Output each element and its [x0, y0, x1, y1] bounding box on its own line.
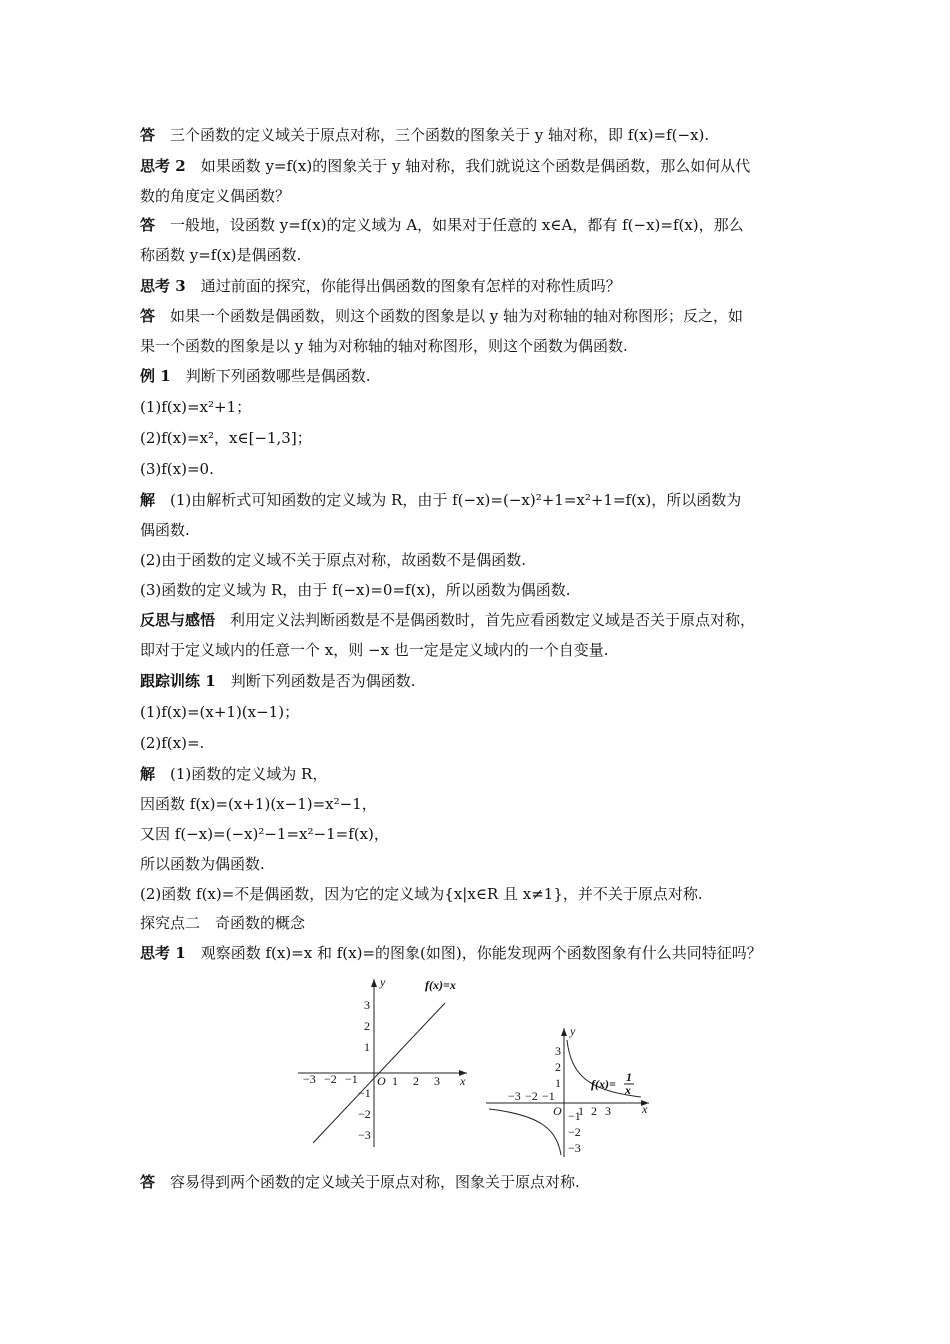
text-line — [140, 671, 415, 691]
text-line — [140, 913, 305, 933]
x-axis-label: x — [642, 1102, 648, 1116]
line-text: 判断下列函数哪些是偶函数. — [185, 367, 371, 385]
line-lead: 答 — [140, 126, 156, 144]
line-lead: 答 — [140, 307, 156, 325]
curve-left-branch — [489, 1109, 561, 1155]
x-tick: −3 — [303, 1072, 316, 1086]
graph-identity — [295, 975, 475, 1150]
text-line — [140, 397, 251, 417]
y-tick: −3 — [568, 1141, 581, 1155]
y-tick: −2 — [358, 1107, 371, 1121]
text-line — [140, 943, 762, 963]
text-line — [140, 428, 312, 448]
y-tick: 3 — [364, 998, 370, 1012]
y-tick: −1 — [358, 1086, 371, 1100]
graph-reciprocal — [483, 1025, 658, 1160]
line-text: (3)f(x)=0. — [140, 460, 214, 478]
y-tick: −2 — [568, 1125, 581, 1139]
text-line — [140, 459, 214, 479]
text-line — [140, 550, 526, 570]
y-axis-arrow — [561, 1028, 567, 1036]
text-line — [140, 1172, 580, 1192]
y-tick: 2 — [364, 1019, 370, 1033]
text-line — [140, 336, 628, 356]
x-tick: −2 — [525, 1089, 538, 1103]
x-tick: 2 — [413, 1074, 419, 1088]
y-tick: 2 — [555, 1060, 561, 1074]
text-line — [140, 733, 204, 753]
line-text: (2)由于函数的定义域不关于原点对称，故函数不是偶函数. — [140, 551, 527, 569]
line-text: 数的角度定义偶函数？ — [140, 187, 291, 205]
text-line — [140, 186, 290, 206]
function-label: f(x)=x — [425, 978, 456, 992]
line-text: (2)函数 f(x)=不是偶函数，因为它的定义域为{x|x∈R 且 x≠1}，并不关于原点对称. — [140, 885, 703, 903]
line-text: (1)f(x)=x²+1； — [140, 398, 252, 416]
line-text: 因函数 f(x)=(x+1)(x−1)=x²−1， — [140, 795, 377, 813]
line-lead: 思考 3 — [140, 277, 186, 295]
x-tick: 2 — [591, 1104, 597, 1118]
line-text: 所以函数为偶函数. — [140, 855, 265, 873]
y-tick: −1 — [568, 1109, 581, 1123]
text-line — [140, 824, 389, 844]
text-line — [140, 520, 190, 540]
line-text: 即对于定义域内的任意一个 x，则 −x 也一定是定义域内的一个自变量. — [140, 641, 609, 659]
line-lead: 答 — [140, 216, 156, 234]
line-text: 又因 f(−x)=(−x)²−1=x²−1=f(x)， — [140, 825, 389, 843]
x-tick: 1 — [578, 1104, 584, 1118]
line-lead: 跟踪训练 1 — [140, 672, 216, 690]
line-text: (3)函数的定义域为 R，由于 f(−x)=0=f(x)，所以函数为偶函数. — [140, 581, 571, 599]
text-line — [140, 215, 744, 235]
line-text: 观察函数 f(x)=x 和 f(x)=的图象(如图)，你能发现两个函数图象有什么共同特征吗？ — [200, 944, 762, 962]
line-text: (1)函数的定义域为 R， — [170, 765, 328, 783]
x-tick: 1 — [392, 1074, 398, 1088]
x-tick: −3 — [508, 1089, 521, 1103]
text-line — [140, 156, 750, 176]
line-text: 果一个函数的图象是以 y 轴为对称轴的轴对称图形，则这个函数为偶函数. — [140, 337, 628, 355]
y-axis-arrow — [371, 979, 377, 987]
x-tick: −1 — [345, 1072, 358, 1086]
text-line — [140, 854, 265, 874]
line-text: 一般地，设函数 y=f(x)的定义域为 A，如果对于任意的 x∈A，都有 f(−x)=f(x)，那么 — [170, 216, 744, 234]
text-line — [140, 580, 571, 600]
text-line — [140, 884, 703, 904]
text-line — [140, 764, 327, 784]
line-text: 容易得到两个函数的定义域关于原点对称，图象关于原点对称. — [170, 1173, 580, 1191]
y-axis-label: y — [380, 975, 386, 989]
text-line — [140, 366, 370, 386]
line-text: 探究点二 奇函数的概念 — [140, 914, 306, 932]
line-text: (1)由解析式可知函数的定义域为 R，由于 f(−x)=(−x)²+1=x²+1=f(x)，所以函数为 — [170, 491, 742, 509]
line-lead: 思考 2 — [140, 157, 186, 175]
line-lead: 答 — [140, 1173, 156, 1191]
text-line — [140, 610, 755, 630]
y-tick: −3 — [358, 1128, 371, 1142]
line-text: (1)f(x)=(x+1)(x−1)； — [140, 703, 300, 721]
function-label-numerator: 1 — [626, 1070, 632, 1084]
function-label: f(x)= — [591, 1077, 616, 1091]
function-label-denominator: x — [625, 1083, 631, 1097]
x-tick: 3 — [434, 1074, 440, 1088]
line-text: 称函数 y=f(x)是偶函数. — [140, 246, 302, 264]
line-text: 偶函数. — [140, 521, 190, 539]
y-tick: 1 — [364, 1040, 370, 1054]
y-axis-label: y — [570, 1025, 576, 1038]
text-line — [140, 125, 709, 145]
text-line — [140, 306, 743, 326]
text-line — [140, 276, 621, 296]
line-text: 判断下列函数是否为偶函数. — [230, 672, 416, 690]
line-text: 如果一个函数是偶函数，则这个函数的图象是以 y 轴为对称轴的轴对称图形；反之，如 — [170, 307, 744, 325]
line-text: 利用定义法判断函数是不是偶函数时，首先应看函数定义域是否关于原点对称， — [230, 611, 756, 629]
x-tick: 3 — [605, 1104, 611, 1118]
x-axis-label: x — [460, 1074, 466, 1088]
line-text: 三个函数的定义域关于原点对称，三个函数的图象关于 y 轴对称，即 f(x)=f(−x). — [170, 126, 710, 144]
origin-label: O — [553, 1104, 562, 1118]
y-tick: 1 — [555, 1076, 561, 1090]
y-tick: 3 — [555, 1044, 561, 1058]
line-lead: 例 1 — [140, 367, 171, 385]
text-line — [140, 490, 741, 510]
line-lead: 解 — [140, 491, 156, 509]
x-tick: −1 — [542, 1089, 555, 1103]
origin-label: O — [377, 1074, 386, 1088]
text-line — [140, 245, 301, 265]
line-lead: 思考 1 — [140, 944, 186, 962]
text-line — [140, 702, 299, 722]
text-line — [140, 794, 377, 814]
line-text: 通过前面的探究，你能得出偶函数的图象有怎样的对称性质吗？ — [200, 277, 621, 295]
line-lead: 解 — [140, 765, 156, 783]
line-text: (2)f(x)=x²，x∈[−1,3]； — [140, 429, 312, 447]
line-lead: 反思与感悟 — [140, 611, 216, 629]
x-tick: −2 — [324, 1072, 337, 1086]
line-text: 如果函数 y=f(x)的图象关于 y 轴对称，我们就说这个函数是偶函数，那么如何从代 — [200, 157, 751, 175]
line-text: (2)f(x)=. — [140, 734, 205, 752]
text-line — [140, 640, 609, 660]
